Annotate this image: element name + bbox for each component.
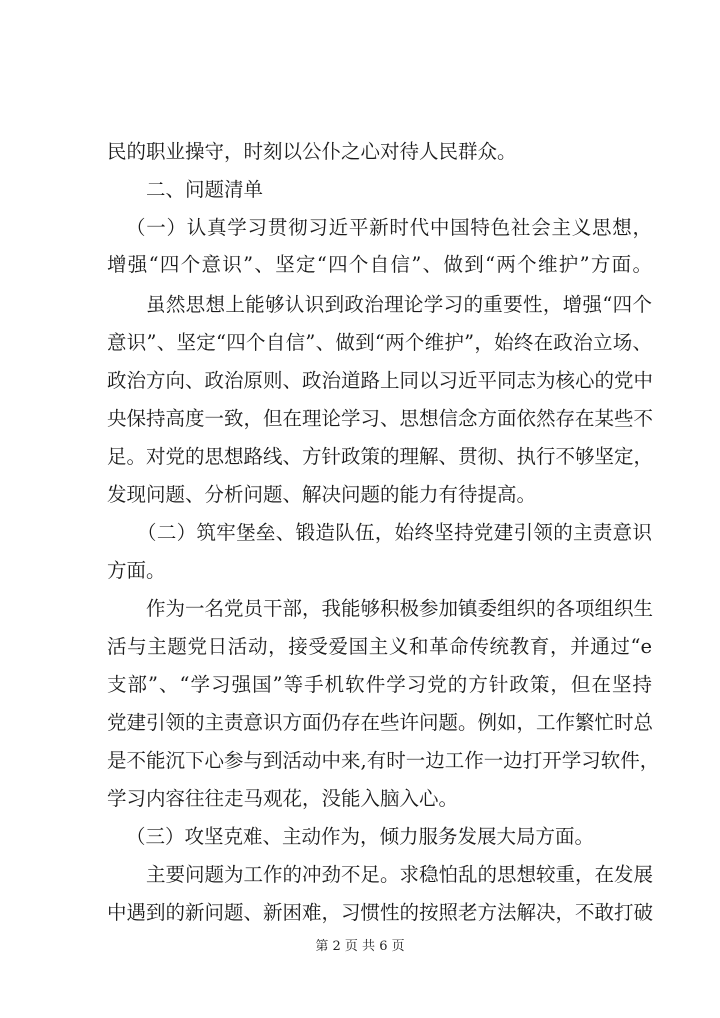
- paragraph-2-line-4: 党建引领的主责意识方面仍存在些许问题。例如，工作繁忙时总: [107, 711, 654, 734]
- paragraph-1-line-4: 央保持高度一致，但在理论学习、思想信念方面依然存在某些不: [107, 407, 654, 430]
- paragraph-3-line-2: 中遇到的新问题、新困难，习惯性的按照老方法解决，不敢打破: [107, 901, 654, 924]
- paragraph-2-line-3: 支部”、“学习强国”等手机软件学习党的方针政策，但在坚持: [107, 673, 652, 696]
- paragraph-1-line-2: 意识”、坚定“四个自信”、做到“两个维护”，始终在政治立场、: [107, 331, 652, 354]
- text-line-1: 民的职业操守，时刻以公仆之心对待人民群众。: [107, 140, 517, 163]
- page-number-footer: 第 2 页 共 6 页: [315, 939, 405, 954]
- paragraph-2-line-1: 作为一名党员干部，我能够积极参加镇委组织的各项组织生: [146, 597, 654, 620]
- subheading-1-line-1: （一）认真学习贯彻习近平新时代中国特色社会主义思想，: [126, 216, 652, 239]
- section-heading-problem-list: 二、问题清单: [146, 178, 264, 201]
- paragraph-2-line-5: 是不能沉下心参与到活动中来,有时一边工作一边打开学习软件，: [107, 749, 660, 772]
- subheading-2-line-1: （二）筑牢堡垒、锻造队伍，始终坚持党建引领的主责意识: [137, 521, 652, 544]
- subheading-3: （三）攻坚克难、主动作为，倾力服务发展大局方面。: [126, 825, 595, 848]
- paragraph-3-line-1: 主要问题为工作的冲劲不足。求稳怕乱的思想较重，在发展: [146, 863, 654, 886]
- subheading-1-line-2: 增强“四个意识”、坚定“四个自信”、做到“两个维护”方面。: [107, 253, 652, 276]
- paragraph-1-line-1: 虽然思想上能够认识到政治理论学习的重要性，增强“四个: [146, 293, 652, 316]
- subheading-2-line-2: 方面。: [107, 559, 166, 582]
- paragraph-2-line-6: 学习内容往往走马观花，没能入脑入心。: [107, 787, 459, 810]
- paragraph-1-line-6: 发现问题、分析问题、解决问题的能力有待提高。: [107, 483, 537, 506]
- paragraph-2-line-2: 活与主题党日活动，接受爱国主义和革命传统教育，并通过“e: [107, 635, 652, 658]
- paragraph-1-line-5: 足。对党的思想路线、方针政策的理解、贯彻、执行不够坚定，: [107, 445, 654, 468]
- paragraph-1-line-3: 政治方向、政治原则、政治道路上同以习近平同志为核心的党中: [107, 369, 654, 392]
